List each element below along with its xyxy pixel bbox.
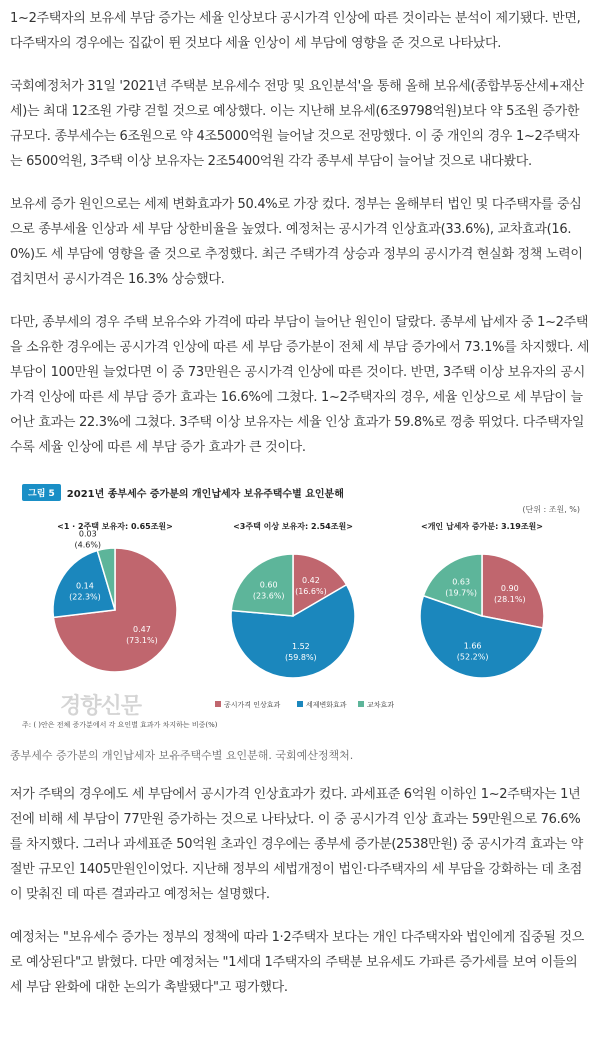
pie-1-value-label-1: 0.47	[132, 624, 151, 634]
paragraph-4: 다만, 종부세의 경우 주택 보유수와 가격에 따라 부담이 늘어난 원인이 달랐다. 종부세 납세자 중 1~2주택을 소유한 경우에는 공시가격 인상에 따른 세 부담 증가분이 전체 세 부담 증가에서 73.1%를 차지했다. 세 부담이 100만원 늘었다면 이 중 73만원은 공시가격 인상에 따른 것이다. 반면, 3주택 이상 보유자의 공시가격 인상에 따른 세 부담 증가 효과는 16.6%에 그쳤다. 1~2주택자의 경우, 세율 인상으로 세 부담이 늘어난 효과는 22.3%에 그쳤다. 3주택 이상 보유자는 세율 인상 효과가 59.8%로 껑충 뛰었다. 다주택자일수록 세율 인상에 따른 세 부담 증가 효과가 큰 것이다.	[10, 315, 590, 455]
pie-3-pct-label-3: (19.7%)	[445, 588, 477, 598]
pie-1-value-label-2: 0.14	[76, 581, 94, 591]
figure-tag: 그림 5	[22, 484, 61, 501]
legend-label-1: 공시가격 인상효과	[224, 701, 281, 709]
pie-3-value-label-2: 1.66	[463, 641, 482, 651]
paragraph-3: 보유세 증가 원인으로는 세제 변화효과가 50.4%로 가장 컸다. 정부는 올해부터 법인 및 다주택자를 중심으로 종부세율 인상과 세 부담 상한비율을 높였다. 예정처는 공시가격 인상효과(33.6%), 교차효과(16.0%)도 세 부담에 영향을 줄 것으로 추정했다. 최근 주택가격 상승과 정부의 공시가격 현실화 정책 노력이 겹치면서 공시가격은 16.3% 상승했다.	[10, 197, 583, 287]
pie-3-value-label-3: 0.63	[452, 577, 471, 587]
pie-1-pct-label-1: (73.1%)	[126, 635, 158, 645]
legend-swatch-1	[215, 701, 221, 707]
pie-title-2: <3주택 이상 보유자: 2.54조원>	[233, 522, 353, 531]
pie-title-1: <1 · 2주택 보유자: 0.65조원>	[57, 522, 173, 531]
legend-label-2: 세제변화효과	[306, 701, 347, 709]
watermark: 경향신문	[60, 694, 142, 719]
figure-pie-charts	[10, 482, 590, 740]
paragraph-2: 국회예정처가 31일 '2021년 주택분 보유세수 전망 및 요인분석'을 통해 올해 보유세(종합부동산세+재산세)는 최대 12조원 가량 걷힐 것으로 예상했다. 이는 지난해 보유세(6조9798억원)보다 약 5조원 증가한 규모다. 종부세수는 6조원으로 약 4조5000억원 늘어날 것으로 전망했다. 이 중 개인의 경우 1~2주택자는 6500억원, 3주택 이상 보유자는 2조5400억원 각각 종부세 부담이 늘어날 것으로 내다봤다.	[10, 79, 584, 169]
figure-caption: 종부세수 증가분의 개인납세자 보유주택수별 요인분해. 국회예산정책처.	[10, 749, 354, 762]
pie-2-pct-label-2: (59.8%)	[285, 653, 317, 663]
pie-2-value-label-2: 1.52	[291, 642, 310, 652]
legend-swatch-3	[358, 701, 364, 707]
figure-title: 2021년 종부세수 증가분의 개인납세자 보유주택수별 요인분해	[66, 489, 344, 500]
legend-swatch-2	[297, 701, 303, 707]
pie-1-pct-label-2: (22.3%)	[69, 592, 101, 602]
pie-3-pct-label-1: (28.1%)	[493, 595, 526, 605]
legend-label-3: 교차효과	[367, 701, 395, 709]
pie-1-pct-label-3: (4.6%)	[74, 540, 102, 550]
paragraph-1: 1~2주택자의 보유세 부담 증가는 세율 인상보다 공시가격 인상에 따른 것이라는 분석이 제기됐다. 반면, 다주택자의 경우에는 집값이 뛴 것보다 세율 인상이 세 부담에 영향을 준 것으로 나타났다.	[10, 11, 581, 51]
paragraph-5: 저가 주택의 경우에도 세 부담에서 공시가격 인상효과가 컸다. 과세표준 6억원 이하인 1~2주택자는 1년 전에 비해 세 부담이 77만원 증가하는 것으로 나타났다. 이 중 공시가격 인상 효과는 59만원으로 76.6%를 차지했다. 그러나 과세표준 50억원 초과인 경우에는 종부세 증가분(2538만원) 중 공시가격 효과는 약 절반 규모인 1405만원인이었다. 지난해 정부의 세법개정이 법인·다주택자의 세 부담을 강화하는 데 초점이 맞춰진 데 따른 결과라고 예정처는 설명했다.	[10, 787, 583, 902]
pie-title-3: <개인 납세자 증가분: 3.19조원>	[421, 522, 543, 531]
pie-3-value-label-1: 0.90	[500, 584, 519, 594]
figure-note: 주: ( )안은 전체 증가분에서 각 요인별 효과가 차지하는 비중(%)	[22, 721, 218, 729]
pie-2-pct-label-3: (23.6%)	[252, 591, 285, 601]
pie-1-value-label-3: 0.03	[78, 529, 97, 539]
pie-2-value-label-3: 0.60	[259, 580, 278, 590]
pie-2-pct-label-1: (16.6%)	[295, 586, 327, 596]
paragraph-6: 예정처는 "보유세수 증가는 정부의 정책에 따라 1·2주택자 보다는 개인 다주택자와 법인에게 집중될 것으로 예상된다"고 밝혔다. 다만 예정처는 "1세대 1주택자의 주택분 보유세도 가파른 증가세를 보여 이들의 세 부담 완화에 대한 논의가 촉발됐다"고 평가했다.	[10, 930, 585, 995]
pie-3-pct-label-2: (52.2%)	[456, 652, 489, 662]
figure-unit: (단위 : 조원, %)	[522, 505, 580, 514]
pie-2-value-label-1: 0.42	[302, 575, 320, 585]
